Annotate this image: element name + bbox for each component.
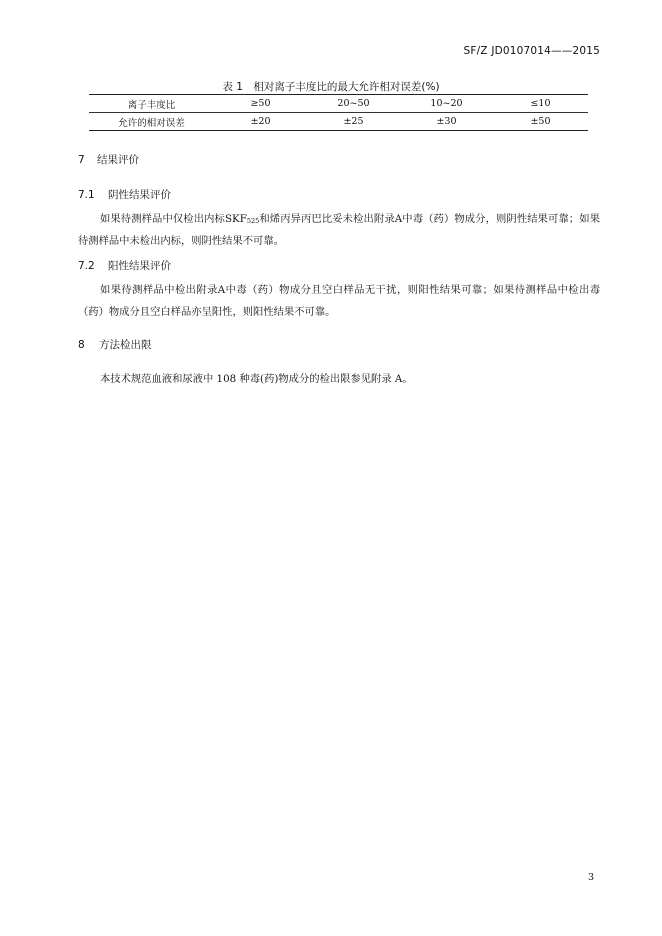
section-number: 8 <box>78 339 85 351</box>
section-number: 7.1 <box>78 189 95 201</box>
table-cell: 10~20 <box>400 95 493 113</box>
section-8-paragraph: 本技术规范血液和尿液中 108 种毒(药)物成分的检出限参见附录 A。 <box>100 373 413 385</box>
section-title: 方法检出限 <box>99 339 152 351</box>
table-cell: ±20 <box>214 113 307 131</box>
page-number: 3 <box>588 872 595 883</box>
table-cell: ±50 <box>493 113 588 131</box>
section-7-1-paragraph <box>78 208 600 252</box>
section-7-heading <box>78 152 139 167</box>
paragraph-text: 和烯丙异丙巴比妥未检出附录A中毒（药）物成分，则阴性结果可靠；如果待测样品中未检出内标，则阴性结果不可靠。 <box>78 213 601 247</box>
table-cell: ±30 <box>400 113 493 131</box>
table-cell: 允许的相对误差 <box>89 113 214 131</box>
table-row <box>89 113 588 131</box>
section-title: 阴性结果评价 <box>108 189 171 201</box>
subscript-text: 525 <box>246 217 260 225</box>
table-cell: ≤10 <box>493 95 588 113</box>
table-cell: ≥50 <box>214 95 307 113</box>
table-caption: 表 1 相对离子丰度比的最大允许相对误差(%) <box>222 81 440 93</box>
section-8-heading <box>78 337 152 352</box>
section-7-2-paragraph: 如果待测样品中检出附录A中毒（药）物成分且空白样品无干扰，则阳性结果可靠；如果待测样品中检出毒（药）物成分且空白样品亦呈阳性，则阳性结果不可靠。 <box>78 284 600 318</box>
table-cell: 离子丰度比 <box>89 95 214 113</box>
section-7-1-heading <box>78 187 171 202</box>
section-title: 结果评价 <box>97 154 139 166</box>
table-row <box>89 95 588 113</box>
section-number: 7 <box>78 154 85 166</box>
paragraph-text: 如果待测样品中仅检出内标SKF <box>100 213 247 225</box>
section-number: 7.2 <box>78 260 95 272</box>
document-number: SF/Z JD0107014——2015 <box>463 45 600 57</box>
section-7-2-heading <box>78 258 171 273</box>
section-title: 阳性结果评价 <box>108 260 171 272</box>
table-cell: 20~50 <box>307 95 400 113</box>
ion-ratio-table <box>89 94 588 131</box>
table-cell: ±25 <box>307 113 400 131</box>
